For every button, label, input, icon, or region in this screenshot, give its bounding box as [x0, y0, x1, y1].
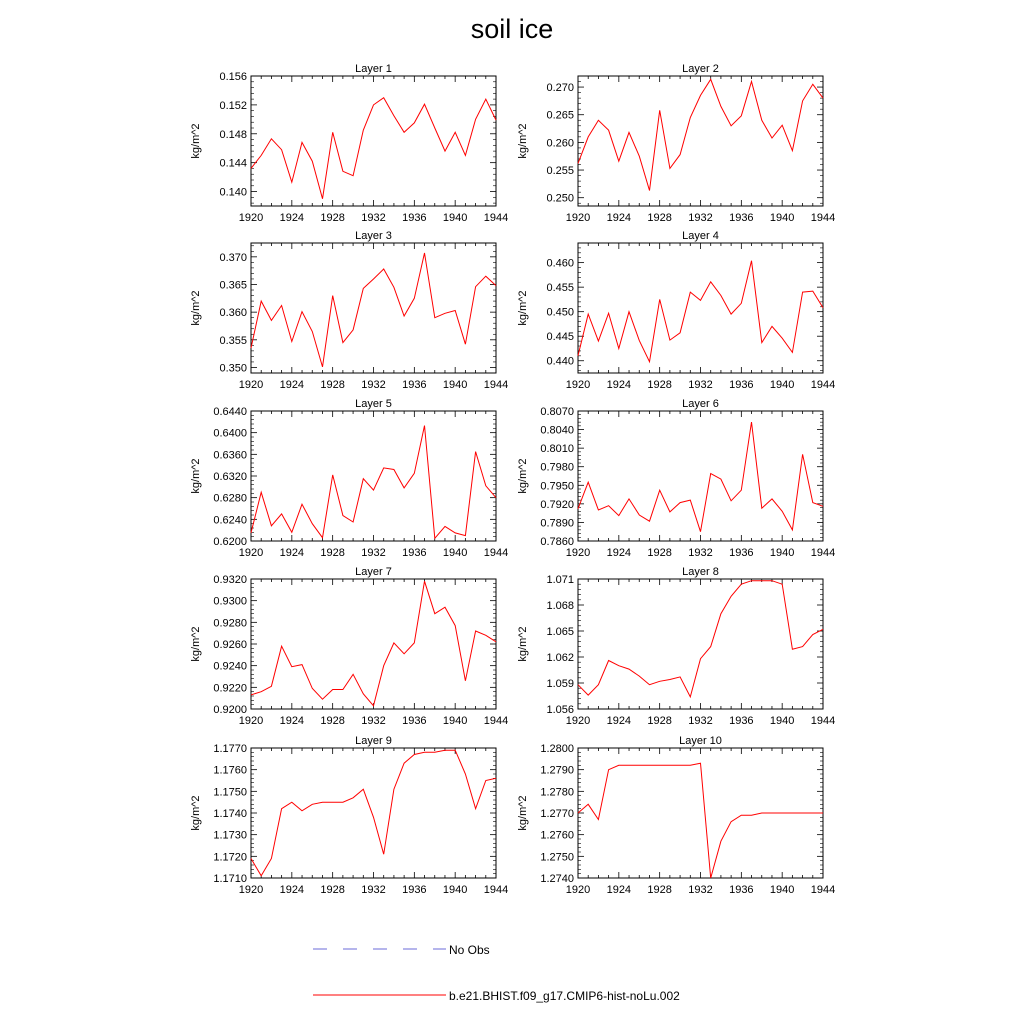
- y-axis-label: kg/m^2: [517, 626, 529, 662]
- y-tick-label: 0.455: [546, 282, 574, 295]
- plot-frame: [251, 748, 496, 878]
- y-axis-label: kg/m^2: [190, 795, 202, 831]
- x-tick-label: 1932: [688, 379, 713, 391]
- y-tick-label: 0.260: [546, 137, 574, 150]
- y-tick-label: 0.9300: [213, 595, 247, 608]
- x-tick-label: 1940: [442, 547, 468, 559]
- panel-6: [517, 398, 835, 559]
- x-tick-label: 1944: [810, 547, 836, 559]
- panel-5: [190, 398, 508, 559]
- y-axis-label: kg/m^2: [517, 795, 529, 831]
- y-tick-label: 0.360: [219, 307, 247, 320]
- y-tick-label: 0.6240: [213, 514, 247, 527]
- series-line: [578, 581, 823, 697]
- y-tick-label: 1.059: [546, 678, 574, 690]
- panel-1: [190, 63, 508, 224]
- series-line: [251, 426, 496, 539]
- y-tick-label: 0.250: [546, 192, 574, 205]
- y-tick-label: 0.6200: [213, 536, 247, 548]
- panel-title: Layer 2: [682, 63, 719, 75]
- series-line: [251, 750, 496, 876]
- y-tick-label: 0.355: [219, 334, 247, 347]
- panel-9: [190, 735, 508, 896]
- x-tick-label: 1928: [320, 547, 345, 559]
- legend: [313, 943, 680, 1003]
- panel-title: Layer 1: [355, 63, 392, 75]
- y-tick-label: 0.9240: [213, 660, 247, 673]
- y-tick-label: 0.6440: [213, 406, 247, 418]
- series-line: [251, 98, 496, 199]
- x-tick-label: 1944: [810, 715, 836, 727]
- series-line: [578, 422, 823, 532]
- y-tick-label: 1.1770: [213, 743, 247, 755]
- x-tick-label: 1940: [769, 212, 795, 224]
- y-tick-label: 0.140: [219, 186, 247, 199]
- y-tick-label: 0.450: [546, 306, 574, 319]
- panel-title: Layer 5: [355, 398, 392, 410]
- x-tick-label: 1944: [483, 884, 509, 896]
- x-tick-label: 1920: [565, 379, 591, 391]
- y-tick-label: 0.7860: [540, 536, 574, 548]
- series-line: [578, 763, 823, 878]
- legend-label-model: b.e21.BHIST.f09_g17.CMIP6-hist-noLu.002: [449, 989, 680, 1003]
- y-tick-label: 0.270: [546, 82, 574, 95]
- x-tick-label: 1940: [442, 212, 468, 224]
- plot-frame: [251, 579, 496, 709]
- y-tick-label: 1.2790: [540, 764, 574, 777]
- panel-title: Layer 7: [355, 566, 392, 578]
- y-tick-label: 0.9260: [213, 639, 247, 651]
- x-tick-label: 1940: [769, 547, 795, 559]
- y-tick-label: 0.152: [219, 99, 247, 112]
- y-tick-label: 1.1750: [213, 786, 247, 799]
- x-tick-label: 1924: [606, 379, 632, 391]
- series-line: [251, 253, 496, 367]
- panel-title: Layer 9: [355, 735, 392, 747]
- legend-label-no-obs: No Obs: [449, 943, 490, 957]
- x-tick-label: 1936: [729, 715, 754, 727]
- x-tick-label: 1928: [320, 884, 345, 896]
- y-tick-label: 0.7890: [540, 517, 574, 530]
- x-tick-label: 1920: [238, 379, 264, 391]
- x-tick-label: 1936: [402, 715, 427, 727]
- y-tick-label: 0.350: [219, 362, 247, 375]
- x-tick-label: 1944: [483, 379, 509, 391]
- y-axis-label: kg/m^2: [517, 458, 529, 494]
- panel-8: [517, 566, 835, 727]
- x-tick-label: 1944: [810, 884, 836, 896]
- x-tick-label: 1920: [238, 715, 264, 727]
- y-axis-label: kg/m^2: [517, 123, 529, 159]
- y-tick-label: 1.1760: [213, 764, 247, 777]
- x-tick-label: 1936: [402, 884, 427, 896]
- y-tick-label: 1.2780: [540, 786, 574, 799]
- y-tick-label: 0.6280: [213, 492, 247, 505]
- plot-frame: [578, 243, 823, 373]
- y-tick-label: 1.068: [546, 600, 574, 612]
- y-tick-label: 0.9220: [213, 682, 247, 695]
- x-tick-label: 1936: [729, 884, 754, 896]
- x-tick-label: 1932: [688, 212, 713, 224]
- series-line: [578, 79, 823, 190]
- y-tick-label: 0.255: [546, 165, 574, 178]
- y-tick-label: 1.2760: [540, 829, 574, 842]
- y-tick-label: 0.7920: [540, 498, 574, 511]
- y-tick-label: 1.1730: [213, 829, 247, 842]
- x-tick-label: 1944: [810, 379, 836, 391]
- x-tick-label: 1920: [238, 884, 264, 896]
- y-tick-label: 1.2750: [540, 851, 574, 864]
- y-tick-label: 0.156: [219, 71, 247, 83]
- x-tick-label: 1928: [647, 379, 672, 391]
- y-tick-label: 0.440: [546, 355, 574, 368]
- y-tick-label: 0.365: [219, 279, 247, 292]
- y-tick-label: 1.1710: [213, 873, 247, 885]
- y-tick-label: 1.2740: [540, 873, 574, 885]
- y-tick-label: 1.065: [546, 626, 574, 638]
- x-tick-label: 1928: [320, 212, 345, 224]
- x-tick-label: 1928: [647, 212, 672, 224]
- x-tick-label: 1944: [483, 212, 509, 224]
- y-tick-label: 1.2770: [540, 808, 574, 820]
- x-tick-label: 1936: [729, 547, 754, 559]
- panel-10: [517, 735, 835, 896]
- panel-title: Layer 4: [682, 230, 719, 242]
- y-tick-label: 0.144: [219, 157, 247, 170]
- y-tick-label: 0.8040: [540, 424, 574, 437]
- plot-frame: [578, 579, 823, 709]
- x-tick-label: 1920: [238, 212, 264, 224]
- x-tick-label: 1928: [647, 547, 672, 559]
- y-tick-label: 0.265: [546, 109, 574, 122]
- x-tick-label: 1924: [279, 379, 305, 391]
- x-tick-label: 1940: [769, 379, 795, 391]
- y-tick-label: 0.8070: [540, 406, 574, 418]
- x-tick-label: 1936: [402, 379, 427, 391]
- x-tick-label: 1936: [402, 547, 427, 559]
- x-tick-label: 1932: [361, 547, 386, 559]
- x-tick-label: 1944: [483, 715, 509, 727]
- panel-3: [190, 230, 508, 391]
- y-tick-label: 0.148: [219, 128, 247, 141]
- plot-frame: [251, 243, 496, 373]
- y-tick-label: 0.370: [219, 251, 247, 264]
- y-tick-label: 0.8010: [540, 443, 574, 456]
- x-tick-label: 1936: [402, 212, 427, 224]
- x-tick-label: 1944: [810, 212, 836, 224]
- panel-title: Layer 6: [682, 398, 719, 410]
- x-tick-label: 1932: [361, 715, 386, 727]
- y-axis-label: kg/m^2: [517, 290, 529, 326]
- x-tick-label: 1932: [361, 884, 386, 896]
- y-tick-label: 0.460: [546, 257, 574, 270]
- y-tick-label: 1.056: [546, 704, 574, 716]
- y-tick-label: 0.6400: [213, 427, 247, 440]
- x-tick-label: 1924: [606, 212, 632, 224]
- x-tick-label: 1940: [442, 884, 468, 896]
- y-tick-label: 0.6320: [213, 471, 247, 483]
- x-tick-label: 1924: [606, 547, 632, 559]
- x-tick-label: 1920: [238, 547, 264, 559]
- y-axis-label: kg/m^2: [190, 290, 202, 326]
- y-tick-label: 1.071: [546, 574, 574, 586]
- x-tick-label: 1928: [320, 379, 345, 391]
- y-tick-label: 1.1720: [213, 851, 247, 864]
- series-line: [251, 581, 496, 706]
- y-tick-label: 1.2800: [540, 743, 574, 755]
- x-tick-label: 1924: [606, 715, 632, 727]
- x-tick-label: 1940: [442, 715, 468, 727]
- x-tick-label: 1936: [729, 379, 754, 391]
- chart-title: soil ice: [470, 14, 554, 44]
- y-tick-label: 0.7950: [540, 480, 574, 493]
- x-tick-label: 1924: [279, 884, 305, 896]
- x-tick-label: 1920: [565, 715, 591, 727]
- x-tick-label: 1940: [442, 379, 468, 391]
- x-tick-label: 1940: [769, 715, 795, 727]
- panel-4: [517, 230, 835, 391]
- x-tick-label: 1924: [279, 212, 305, 224]
- plot-frame: [578, 411, 823, 541]
- x-tick-label: 1940: [769, 884, 795, 896]
- x-tick-label: 1932: [361, 379, 386, 391]
- x-tick-label: 1928: [647, 715, 672, 727]
- y-axis-label: kg/m^2: [190, 626, 202, 662]
- y-tick-label: 0.9320: [213, 574, 247, 586]
- y-tick-label: 1.1740: [213, 808, 247, 820]
- x-tick-label: 1932: [688, 547, 713, 559]
- y-tick-label: 1.062: [546, 652, 574, 664]
- y-axis-label: kg/m^2: [190, 123, 202, 159]
- x-tick-label: 1928: [320, 715, 345, 727]
- x-tick-label: 1924: [279, 547, 305, 559]
- x-tick-label: 1924: [279, 715, 305, 727]
- x-tick-label: 1932: [688, 715, 713, 727]
- x-tick-label: 1920: [565, 212, 591, 224]
- y-tick-label: 0.9200: [213, 704, 247, 716]
- panel-7: [190, 566, 508, 727]
- y-axis-label: kg/m^2: [190, 458, 202, 494]
- y-tick-label: 0.6360: [213, 449, 247, 462]
- panel-title: Layer 3: [355, 230, 392, 242]
- x-tick-label: 1924: [606, 884, 632, 896]
- y-tick-label: 0.7980: [540, 461, 574, 474]
- x-tick-label: 1928: [647, 884, 672, 896]
- x-tick-label: 1932: [688, 884, 713, 896]
- x-tick-label: 1936: [729, 212, 754, 224]
- x-tick-label: 1920: [565, 884, 591, 896]
- panel-title: Layer 8: [682, 566, 719, 578]
- x-tick-label: 1920: [565, 547, 591, 559]
- x-tick-label: 1944: [483, 547, 509, 559]
- x-tick-label: 1932: [361, 212, 386, 224]
- y-tick-label: 0.9280: [213, 617, 247, 630]
- panel-title: Layer 10: [679, 735, 722, 747]
- plot-frame: [251, 411, 496, 541]
- y-tick-label: 0.445: [546, 331, 574, 344]
- panel-2: [517, 63, 835, 224]
- series-line: [578, 261, 823, 362]
